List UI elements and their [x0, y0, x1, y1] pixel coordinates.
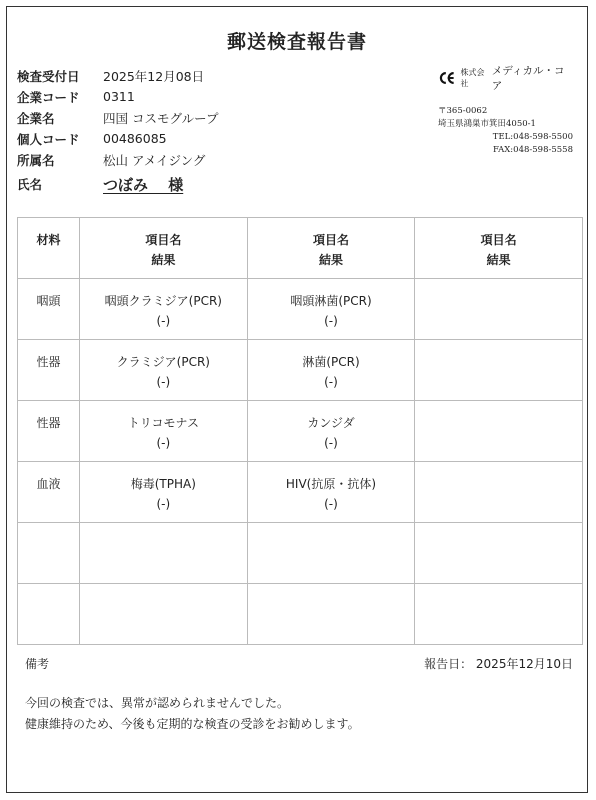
test-cell: [415, 401, 583, 462]
material-cell: [18, 584, 80, 645]
header-item-label: 項目名: [312, 233, 349, 247]
fax-number: FAX:048-598-5558: [492, 145, 573, 155]
company-logo-icon: [438, 71, 458, 85]
table-row: [18, 401, 583, 462]
info-row-personal-code: [17, 128, 218, 149]
patient-info: [17, 65, 218, 196]
name-label: 氏名: [17, 177, 43, 192]
test-result: (-): [156, 314, 171, 328]
test-result: (-): [156, 436, 171, 450]
test-cell: [80, 584, 248, 645]
results-table: [17, 217, 583, 645]
header-item-label: 項目名: [480, 233, 517, 247]
header-item-label: 項目名: [145, 233, 182, 247]
table-row: [18, 279, 583, 340]
material-cell: 血液: [18, 462, 80, 523]
header-material: [18, 218, 80, 279]
test-cell: [80, 462, 248, 523]
info-label: 検査受付日: [17, 68, 80, 84]
table-row: [18, 340, 583, 401]
company-logo-prefix: 株式会社: [460, 68, 485, 88]
header-result-label: 結果: [318, 253, 343, 267]
test-cell: [415, 462, 583, 523]
test-cell: [415, 523, 583, 584]
result-message: [25, 693, 360, 735]
header-result-label: 結果: [151, 253, 176, 267]
material-cell: 咽頭: [18, 279, 80, 340]
page-title: 郵送検査報告書: [226, 31, 367, 53]
test-item: 咽頭クラミジア(PCR): [104, 294, 222, 308]
test-item: 淋菌(PCR): [302, 355, 360, 369]
material-cell: 性器: [18, 340, 80, 401]
test-result: (-): [324, 375, 338, 389]
test-cell: [247, 523, 415, 584]
test-item: 梅毒(TPHA): [130, 477, 196, 491]
test-result: (-): [156, 375, 171, 389]
info-label: 企業名: [17, 110, 55, 126]
test-result: (-): [324, 436, 338, 450]
test-item: クラミジア(PCR): [116, 355, 210, 369]
test-result: (-): [324, 497, 338, 511]
info-label: 個人コード: [17, 131, 80, 147]
message-line: 今回の検査では、異常が認められませんでした。: [25, 696, 290, 710]
info-row-company-code: [17, 86, 218, 107]
test-cell: [247, 340, 415, 401]
material-cell: [18, 523, 80, 584]
info-row-name: [17, 172, 218, 196]
table-row: [18, 523, 583, 584]
material-cell: 性器: [18, 401, 80, 462]
report-date: 報告日： 2025年12月10日: [424, 657, 573, 671]
table-row: [18, 584, 583, 645]
header-result-label: 結果: [486, 253, 511, 267]
info-value: 松山 アメイジング: [103, 152, 206, 168]
info-value: 00486085: [103, 131, 167, 146]
test-cell: [80, 340, 248, 401]
message-line: 健康維持のため、今後も定期的な検査の受診をお勧めします。: [25, 717, 360, 731]
postal-code: 〒365-0062: [438, 106, 488, 116]
test-cell: [247, 401, 415, 462]
test-cell: [415, 340, 583, 401]
table-header-row: [18, 218, 583, 279]
test-cell: [80, 401, 248, 462]
test-cell: [247, 462, 415, 523]
table-row: [18, 462, 583, 523]
company-logo-name: メディカル・コア: [491, 65, 565, 92]
info-row-received-date: [17, 65, 218, 86]
test-cell: [80, 523, 248, 584]
test-result: (-): [324, 314, 338, 328]
info-row-department: [17, 149, 218, 170]
report-page: [6, 6, 588, 793]
company-address: [438, 105, 573, 157]
test-cell: [247, 584, 415, 645]
test-item: カンジダ: [307, 416, 355, 430]
test-result: (-): [156, 497, 171, 511]
company-block: [438, 63, 573, 157]
remarks-label: 備考: [25, 657, 50, 671]
test-cell: [247, 279, 415, 340]
header-item-2: [247, 218, 415, 279]
address-line: 埼玉県鴻巣市箕田4050-1: [438, 119, 536, 129]
test-item: トリコモナス: [127, 416, 199, 430]
test-cell: [415, 279, 583, 340]
test-item: 咽頭淋菌(PCR): [290, 294, 372, 308]
test-item: HIV(抗原・抗体): [285, 477, 377, 491]
header-item-3: [415, 218, 583, 279]
info-value: 0311: [103, 89, 135, 104]
info-row-company-name: [17, 107, 218, 128]
test-cell: [415, 584, 583, 645]
info-value: 2025年12月08日: [103, 68, 205, 84]
patient-name: つぼみ 様: [103, 175, 184, 194]
info-label: 所属名: [17, 152, 55, 168]
test-cell: [80, 279, 248, 340]
header-material-label: 材料: [36, 233, 61, 247]
company-logo: [438, 63, 573, 93]
header-item-1: [80, 218, 248, 279]
info-value: 四国 コスモグループ: [103, 110, 219, 126]
tel-number: TEL:048-598-5500: [492, 132, 573, 142]
info-label: 企業コード: [17, 89, 80, 105]
